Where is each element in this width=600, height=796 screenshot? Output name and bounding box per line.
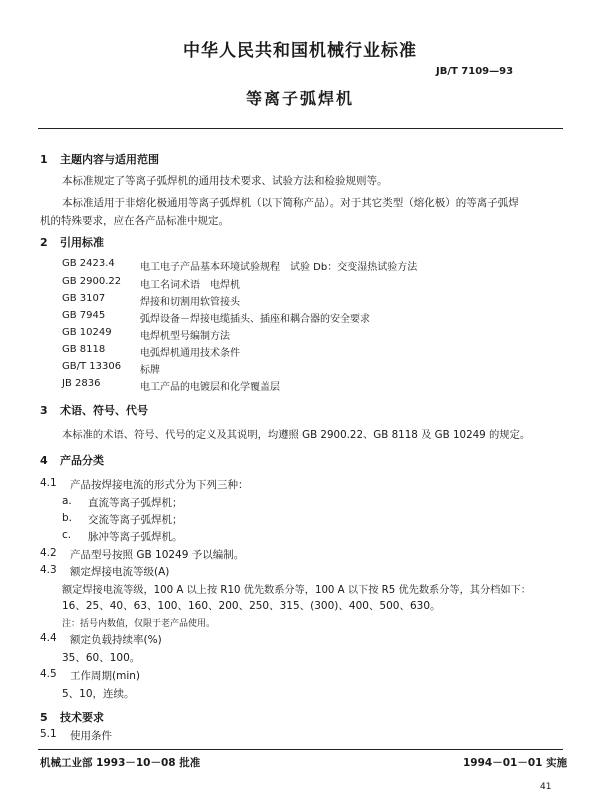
clause-4-4-number: 4.4 — [40, 632, 57, 644]
section-4-title: 产品分类 — [60, 454, 104, 467]
list-item-text: 直流等离子弧焊机； — [88, 497, 183, 509]
header-divider — [38, 128, 563, 129]
clause-4-4-text: 额定负载持续率(%) — [70, 634, 162, 646]
standard-number: JB/T 7109—93 — [436, 66, 514, 77]
clause-5-1-text: 使用条件 — [70, 730, 112, 742]
clause-4-3-line-2: 16、25、40、63、100、160、200、250、315、(300)、400、500、630。 — [62, 600, 441, 612]
clause-4-5-number: 4.5 — [40, 668, 57, 680]
ref-title: 电工产品的电镀层和化学覆盖层 — [140, 382, 280, 393]
clause-4-1-text: 产品按焊接电流的形式分为下列三种： — [70, 479, 249, 491]
section-1-heading — [40, 151, 159, 167]
clause-4-3-line-1: 额定焊接电流等级，100 A 以上按 R10 优先数系分等，100 A 以下按 R5 优先数系分等，其分档如下： — [62, 585, 531, 596]
section-4-number: 4 — [40, 454, 48, 467]
clause-4-5-text: 工作周期(min) — [70, 670, 140, 682]
section-4-heading — [40, 452, 104, 468]
ref-code: GB 10249 — [62, 327, 112, 338]
ref-code: JB 2836 — [62, 378, 101, 389]
page-number: 41 — [540, 782, 552, 792]
section-2-title: 引用标准 — [60, 236, 104, 249]
ref-code: GB/T 13306 — [62, 361, 122, 372]
document-title: 等离子弧焊机 — [245, 89, 354, 108]
ref-code: GB 7945 — [62, 310, 106, 321]
section-2-heading — [40, 234, 104, 250]
list-item-mark: a. — [62, 495, 72, 507]
section-2-number: 2 — [40, 236, 48, 249]
standard-category-title: 中华人民共和国机械行业标准 — [183, 41, 417, 61]
list-item-text: 脉冲等离子弧焊机。 — [88, 531, 183, 543]
section-1-para-2-line-1: 本标准适用于非熔化极通用等离子弧焊机（以下简称产品）。对于其它类型（熔化极）的等离子弧焊 — [62, 197, 519, 209]
section-5-number: 5 — [40, 711, 48, 724]
clause-4-2-text: 产品型号按照 GB 10249 予以编制。 — [70, 549, 245, 561]
section-3-heading — [40, 402, 148, 418]
section-3-number: 3 — [40, 404, 48, 417]
ref-code: GB 2900.22 — [62, 276, 122, 287]
list-item-text: 交流等离子弧焊机； — [88, 514, 183, 526]
clause-4-5-values: 5、10，连续。 — [62, 688, 135, 700]
section-3-para: 本标准的术语、符号、代号的定义及其说明，均遵照 GB 2900.22、GB 8118 及 GB 10249 的规定。 — [62, 429, 531, 441]
ref-code: GB 2423.4 — [62, 258, 115, 269]
section-5-title: 技术要求 — [60, 711, 104, 724]
footer-divider — [38, 749, 563, 750]
ref-code: GB 3107 — [62, 293, 106, 304]
ref-title: 电工电子产品基本环境试验规程 试验 Db：交变湿热试验方法 — [140, 262, 418, 273]
ref-title: 标牌 — [140, 365, 160, 376]
ref-title: 电焊机型号编制方法 — [140, 331, 230, 342]
clause-5-1-number: 5.1 — [40, 728, 57, 740]
section-3-title: 术语、符号、代号 — [60, 404, 148, 417]
section-1-number: 1 — [40, 153, 48, 166]
section-5-heading — [40, 709, 104, 725]
approval-date: 机械工业部 1993－10－08 批准 — [40, 757, 201, 769]
ref-title: 电工名词术语 电焊机 — [140, 280, 240, 291]
section-1-para-2-line-2: 机的特殊要求，应在各产品标准中规定。 — [40, 215, 229, 227]
clause-4-3-text: 额定焊接电流等级(A) — [70, 566, 170, 578]
ref-title: 电弧焊机通用技术条件 — [140, 348, 240, 359]
ref-title: 焊接和切割用软管接头 — [140, 297, 240, 308]
clause-4-4-values: 35、60、100。 — [62, 652, 141, 664]
clause-4-3-note: 注：括号内数值，仅限于老产品使用。 — [62, 619, 216, 629]
implementation-date: 1994－01－01 实施 — [463, 757, 568, 769]
clause-4-3-number: 4.3 — [40, 564, 57, 576]
ref-code: GB 8118 — [62, 344, 106, 355]
section-1-title: 主题内容与适用范围 — [60, 153, 159, 166]
clause-4-2-number: 4.2 — [40, 547, 57, 559]
section-1-para-1: 本标准规定了等离子弧焊机的通用技术要求、试验方法和检验规则等。 — [62, 175, 388, 187]
list-item-mark: b. — [62, 512, 73, 524]
list-item-mark: c. — [62, 529, 72, 541]
ref-title: 弧焊设备－焊接电缆插头、插座和耦合器的安全要求 — [140, 314, 370, 325]
clause-4-1-number: 4.1 — [40, 477, 57, 489]
